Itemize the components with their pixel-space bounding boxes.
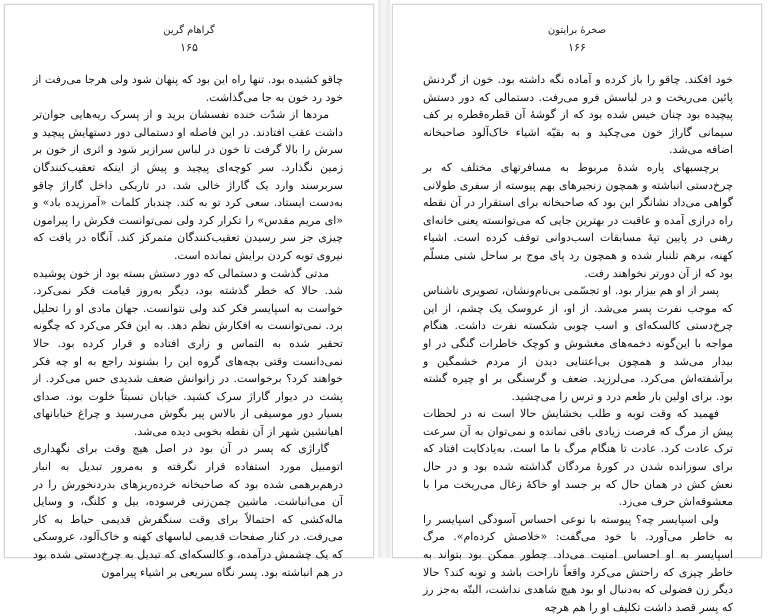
paragraph: مدتی گذشت و دستمالی که دور دستش بسته بود از خون پوشیده شد. حالا که خطر گذشته بود، دیگر به‌روز قیامت فکر نمی‌کرد. خواست به اسپایسر فکر کند ولی نتوانست. جهان مادی او را تحلیل برد. نمی‌توانست به افکارش نظم دهد. به این فکر می‌کرد که چگونه تحقیر شده به التماس و زاری افتاده و قرار کرده بود. حالا نمی‌دانست وقتی بچه‌های گروه این را بشنوند راجع به او چه فکر خواهند کرد؟ برخواست. در زانوانش ضعف شدیدی حس می‌کرد. از پشت در دیوار گاراژ سرک کشید. خیابان نسبتاً خلوت بود. صدای بسیار دور موسیقی از بالاس پیر بگوش می‌رسید و چراغ خیابانهای اهیانشین شهر از آن نقطه بخوبی دیده می‌شد. bbox=[33, 266, 343, 438]
paragraph: خود افکند. چاقو را باز کرده و آماده نگه داشته بود. خون از گردنش پائین می‌ریخت و در لباسش فرو می‌رفت. دستمالی که دور دستش پیچیده بود چنان خیس شده بود که از گوشهٔ آن قطره‌قطره بر کف سیمانی گاراژ خون می‌چکید و به بقیّه اشیاء خاک‌آلود صاحبخانه اضافه می‌شد. bbox=[423, 73, 733, 157]
paragraph: گاراژی که پسر در آن بود در اصل هیچ وقت برای نگهداری اتومبیل مورد استفاده قرار نگرفته و به‌مرور تبدیل به انبار درهم‌برهمی شده بود که صاحبخانه خرده‌ریزهای بدردنخورش را در آن می‌انباشت. ماشین چمن‌زنی فرسوده، بیل و کلنگ، و وسایل ماله‌کشی که احتمالاً برای وقت سنگفرش قدیمی حیاط به کار می‌رفت. در کنار صفحات قدیمی لباسهای کهنه و خاک‌آلود، عروسکی که یک چشمش درآمده، و کالسکه‌ای که تبدیل به چرخ‌دستی شده بود در هم انباشته بود. پسر نگاه سریعی بر اشیاء پیرامون bbox=[33, 442, 343, 579]
left-page-body bbox=[33, 71, 343, 579]
paragraph: برچسبهای پاره شدهٔ مربوط به مسافرتهای مختلف که بر چرخ‌دستی انباشته و همچون زنجیرهای بهم پیوسته از سفری طولانی گواهی می‌داد نشانگر این بود که صاحبخانه برای استقرار در آن نقطه راه درازی آمده و عاقبت در بهترین جایی که می‌توانسته یعنی خانه‌ای رهنی در پایین تپهٔ مسابقات اسب‌دوانی توقف کرده است. اشیاء کهنه، برهم تلنبار شده و همچون رد پای موج بر ساحل شنی مسلّم بود که از آن دورتر نخواهند رفت. bbox=[423, 160, 733, 280]
right-running-header: صخرهٔ برایتون bbox=[547, 25, 607, 36]
right-page bbox=[392, 4, 762, 614]
left-page bbox=[4, 4, 374, 579]
book-spine bbox=[378, 0, 390, 558]
right-page-body bbox=[423, 71, 733, 614]
paragraph: ولی اسپایسر چه؟ پیوسته با نوعی احساس آسودگی اسپایسر را به خاطر می‌آورد. با خود می‌گفت: «خلاصش کرده‌ام». مرگ اسپایسر به او احساس امنیت می‌داد. چطور ممکن بود بتواند به خاطر چیزی که راحتش می‌کرد واقعاً ناراحت باشد و توبه کند؟ حالا دیگر زن فضولی که به‌دنبال او بود هیچ شاهدی نداشت، البتّه به‌جز رز که پسر قصد داشت تکلیف او را هم هرچه bbox=[423, 512, 733, 614]
left-running-header: گراهام گرین bbox=[163, 25, 215, 36]
paragraph: فهمید که وقت توبه و طلب بخشایش حالا است نه در لحظات پیش از مرگ که فرصت زیادی باقی نمانده و نمی‌توان به آن سرعت ترک عادت کرد. عادت تا هنگام مرگ با ما است. به‌یادکایت افتاد که برای سوزانده شدن در کورهٔ مردگان گذاشته شده بود و در حال نعش کش در همان حال که بر جسد او خاکهٔ زغال می‌ریخت مرا با معشوقه‌اش حرف می‌زد. bbox=[423, 407, 733, 509]
right-page-number: ۱۶۶ bbox=[568, 41, 586, 54]
left-page-number: ۱۶۵ bbox=[180, 41, 198, 54]
paragraph: مردها از شدّت خنده نفسشان برید و از پسرک ریه‌هایی جوان‌تر داشت عقب افتادند. در این فاصله او دستمالی دور دستهایش پیچید و سرش را بالا گرفت تا خون در لباس سرازیر شود و اثری از خون بر زمین نگذارد. سر کوچه‌ای پیچید و پیش از اینکه تعقیب‌کنندگان سربرسند وارد یک گاراژ خالی شد. در تاریکی داخل گاراژ چاقو به‌دست ایستاد. سعی کرد تو به کند. چندبار کلمات «آمرزیده باد» و «ای مریم مقدس» را تکرار کرد ولی نمی‌توانست فکرش را پیرامون چیزی جز سر رسیدن تعقیب‌کنندگان متمرکز کند. آنگاه در یافت که نیروی توبه کردن برایش نمانده است. bbox=[33, 108, 343, 262]
paragraph: پسر از او هم بیزار بود. او تجسّمی بی‌نام‌ونشان، تصویری ناشناس که موجب نفرت پسر می‌شد. از او، از عروسک یک چشم، از این چرخ‌دستی کالسکه‌ای و اسب چوبی شکسته نفرت داشت. هنگام مواجه با این‌گونه دخمه‌های مغشوش و کوچک خاطرات گنگی در او بیدار می‌شد و همچون بی‌اعتنایی دیدن از مردم خشمگین و برآشفته‌اش می‌کرد. می‌لرزید. ضعف و گرسنگی بر او چیره گشته بود. برای اولین بار طعم درد و ترس را می‌چشید. bbox=[423, 284, 733, 403]
paragraph: چاقو کشیده بود. تنها راه این بود که پنهان شود ولی هرجا می‌رفت از خود رد خون به جا می‌گذاشت. bbox=[33, 73, 343, 104]
